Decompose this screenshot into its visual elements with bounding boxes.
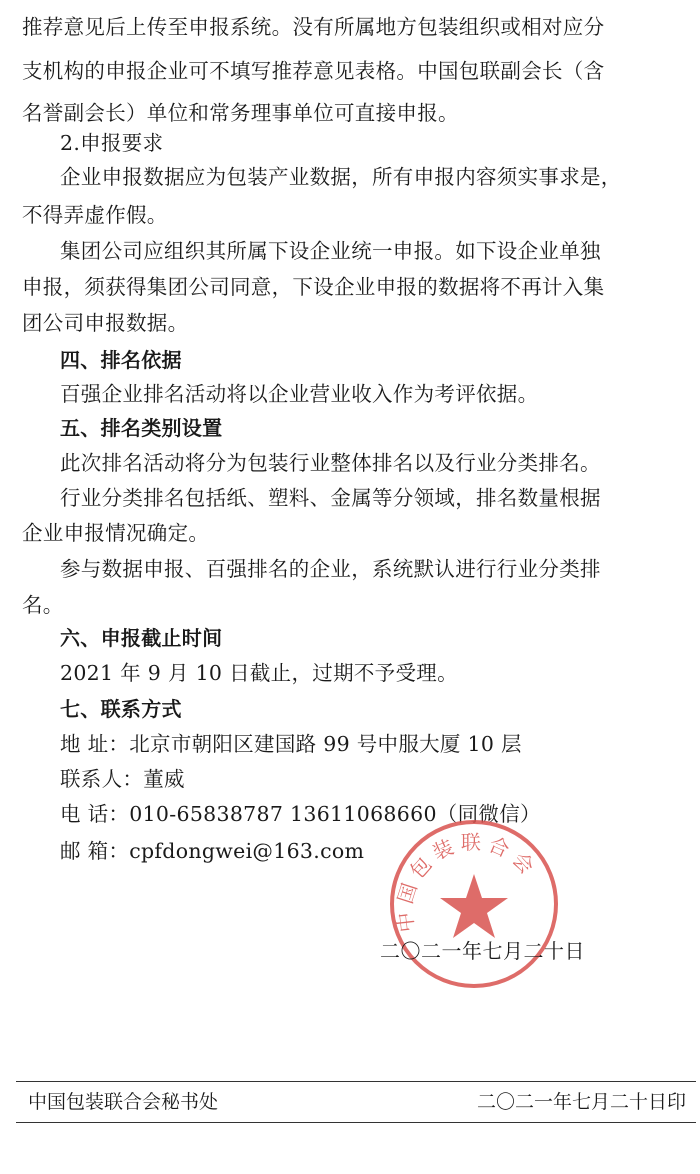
section-heading-category-settings: 五、排名类别设置 <box>60 416 223 440</box>
paragraph-line: 企业申报数据应为包装产业数据，所有申报内容须实事求是， <box>60 165 622 189</box>
contact-address: 地 址：北京市朝阳区建国路 99 号中服大厦 10 层 <box>60 732 522 756</box>
footer-print-date: 二〇二一年七月二十日印 <box>476 1091 686 1113</box>
footer-issuer: 中国包装联合会秘书处 <box>28 1091 219 1113</box>
subsection-title: 2.申报要求 <box>60 131 164 155</box>
seal-text: 中国包装联合会 <box>392 830 543 934</box>
contact-email: 邮 箱：cpfdongwei@163.com <box>60 839 365 863</box>
paragraph-line: 百强企业排名活动将以企业营业收入作为考评依据。 <box>60 382 539 406</box>
paragraph-line: 支机构的申报企业可不填写推荐意见表格。中国包联副会长（含 <box>22 59 605 83</box>
paragraph-line: 集团公司应组织其所属下设企业统一申报。如下设企业单独 <box>60 239 601 263</box>
paragraph-line: 不得弄虚作假。 <box>22 203 168 227</box>
paragraph-line: 名。 <box>22 593 64 617</box>
paragraph-line: 申报，须获得集团公司同意，下设企业申报的数据将不再计入集 <box>22 275 605 299</box>
signature-date: 二〇二一年七月二十日 <box>380 939 585 963</box>
paragraph-line: 参与数据申报、百强排名的企业，系统默认进行行业分类排 <box>60 557 601 581</box>
footer-divider-top <box>16 1081 696 1082</box>
paragraph-line: 企业申报情况确定。 <box>22 521 210 545</box>
paragraph-line: 行业分类排名包括纸、塑料、金属等分领域，排名数量根据 <box>60 486 601 510</box>
contact-phone: 电 话：010-65838787 13611068660（同微信） <box>60 802 541 826</box>
paragraph-line: 此次排名活动将分为包装行业整体排名以及行业分类排名。 <box>60 451 601 475</box>
footer-divider-bottom <box>16 1122 696 1123</box>
paragraph-line: 名誉副会长）单位和常务理事单位可直接申报。 <box>22 101 459 125</box>
paragraph-line: 推荐意见后上传至申报系统。没有所属地方包装组织或相对应分 <box>22 15 605 39</box>
paragraph-line: 团公司申报数据。 <box>22 311 189 335</box>
section-heading-deadline: 六、申报截止时间 <box>60 626 223 650</box>
section-heading-contact: 七、联系方式 <box>60 697 182 721</box>
contact-person: 联系人：董威 <box>60 767 185 791</box>
section-heading-ranking-basis: 四、排名依据 <box>60 348 182 372</box>
paragraph-line: 2021 年 9 月 10 日截止，过期不予受理。 <box>60 661 458 685</box>
